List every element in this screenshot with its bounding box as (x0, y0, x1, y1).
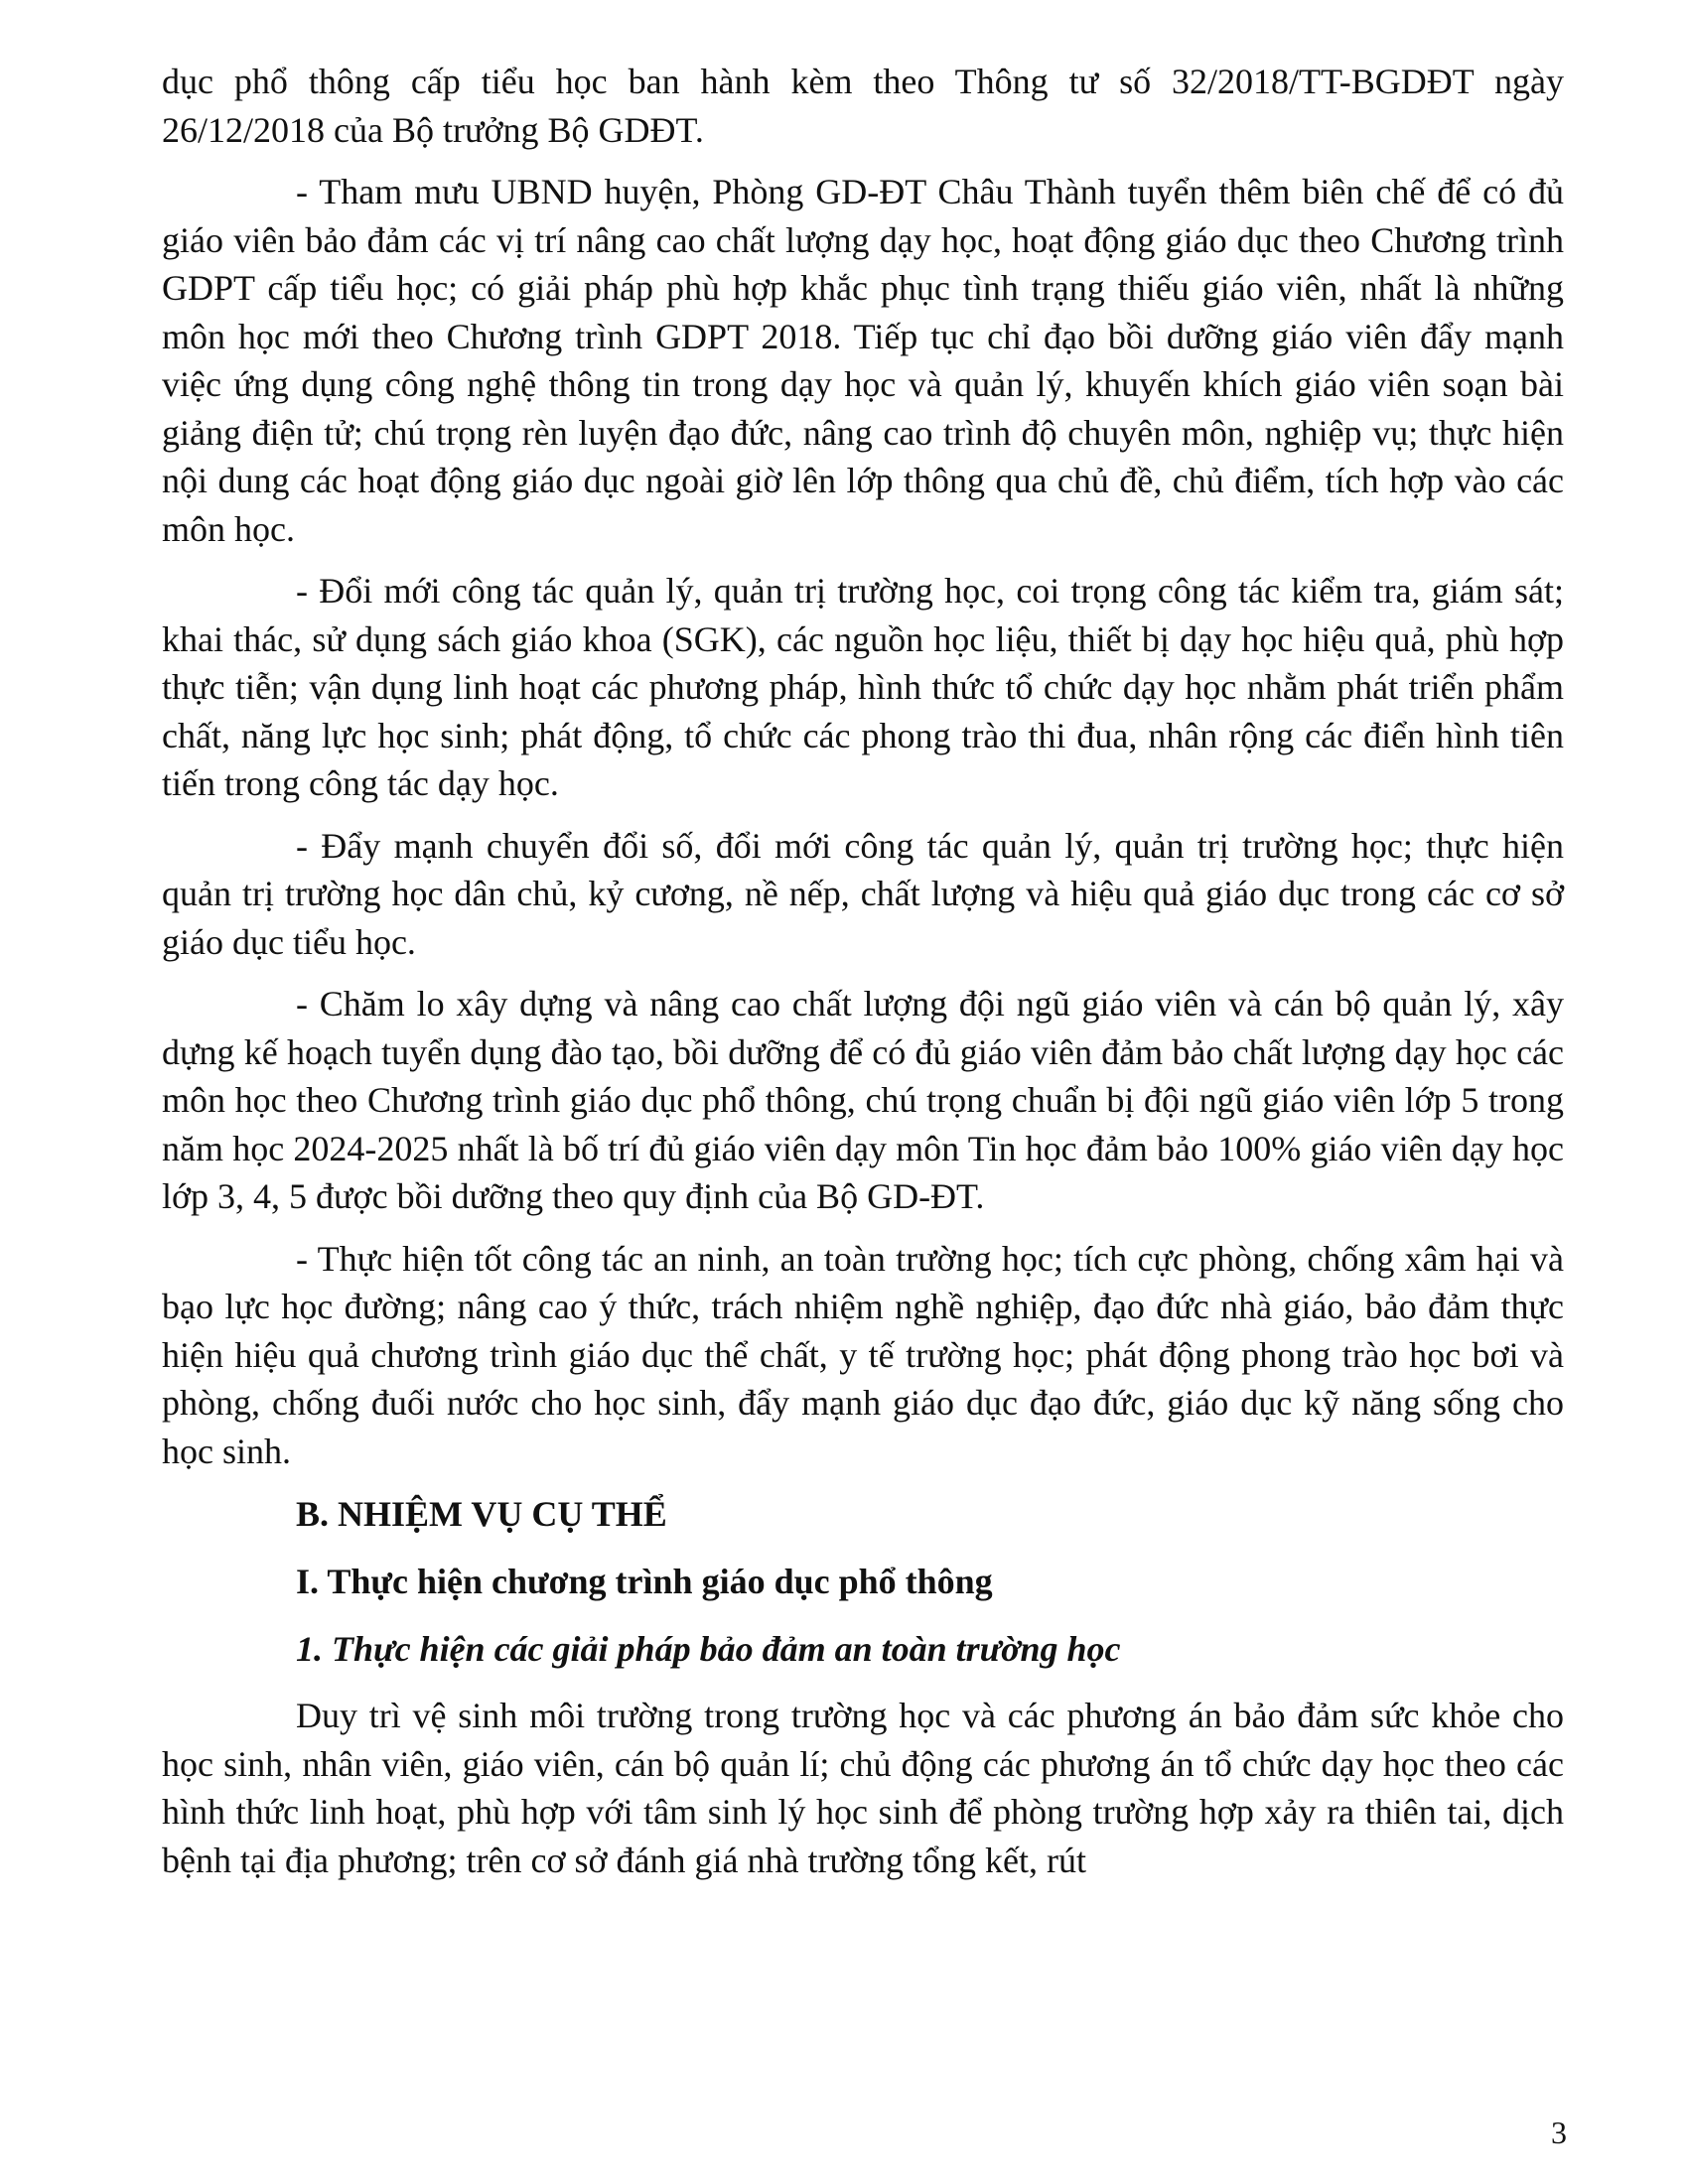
continuation-paragraph: dục phổ thông cấp tiểu học ban hành kèm theo Thông tư số 32/2018/TT-BGDĐT ngày 26/12/2018 của Bộ trưởng Bộ GDĐT. (162, 62, 1564, 150)
paragraph-digital-transformation: - Đẩy mạnh chuyển đổi số, đổi mới công tác quản lý, quản trị trường học; thực hiện quản trị trường học dân chủ, kỷ cương, nề nếp, chất lượng và hiệu quả giáo dục trong các cơ sở giáo dục tiểu học. (162, 825, 1564, 962)
paragraph-management: - Đổi mới công tác quản lý, quản trị trường học, coi trọng công tác kiểm tra, giám sát; khai thác, sử dụng sách giáo khoa (SGK), các nguồn học liệu, thiết bị dạy học hiệu quả, phù hợp thực tiễn; vận dụng linh hoạt các phương pháp, hình thức tổ chức dạy học nhằm phát triển phẩm chất, năng lực học sinh; phát động, tổ chức các phong trào thi đua, nhân rộng các điển hình tiên tiến trong công tác dạy học. (162, 571, 1564, 803)
subsubsection-heading: 1. Thực hiện các giải pháp bảo đảm an toàn trường học (296, 1629, 1121, 1669)
section-heading: B. NHIỆM VỤ CỤ THỂ (296, 1494, 667, 1534)
paragraph-staffing: - Tham mưu UBND huyện, Phòng GD-ĐT Châu Thành tuyển thêm biên chế để có đủ giáo viên bảo đảm các vị trí nâng cao chất lượng dạy học, hoạt động giáo dục theo Chương trình GDPT cấp tiểu học; có giải pháp phù hợp khắc phục tình trạng thiếu giáo viên, nhất là những môn học mới theo Chương trình GDPT 2018. Tiếp tục chỉ đạo bồi dưỡng giáo viên đẩy mạnh việc ứng dụng công nghệ thông tin trong dạy học và quản lý, khuyến khích giáo viên soạn bài giảng điện tử; chú trọng rèn luyện đạo đức, nâng cao trình độ chuyên môn, nghiệp vụ; thực hiện nội dung các hoạt động giáo dục ngoài giờ lên lớp thông qua chủ đề, chủ điểm, tích hợp vào các môn học. (162, 172, 1564, 549)
document-body (162, 58, 1564, 1898)
subsection-heading: I. Thực hiện chương trình giáo dục phổ thông (296, 1562, 993, 1601)
page-number: 3 (1551, 2115, 1567, 2150)
paragraph-school-safety: - Thực hiện tốt công tác an ninh, an toàn trường học; tích cực phòng, chống xâm hại và bạo lực học đường; nâng cao ý thức, trách nhiệm nghề nghiệp, đạo đức nhà giáo, bảo đảm thực hiện hiệu quả chương trình giáo dục thể chất, y tế trường học; phát động phong trào học bơi và phòng, chống đuối nước cho học sinh, đẩy mạnh giáo dục đạo đức, giáo dục kỹ năng sống cho học sinh. (162, 1238, 1564, 1471)
paragraph-hygiene: Duy trì vệ sinh môi trường trong trường học và các phương án bảo đảm sức khỏe cho học sinh, nhân viên, giáo viên, cán bộ quản lí; chủ động các phương án tổ chức dạy học theo các hình thức linh hoạt, phù hợp với tâm sinh lý học sinh để phòng trường hợp xảy ra thiên tai, dịch bệnh tại địa phương; trên cơ sở đánh giá nhà trường tổng kết, rút (162, 1696, 1564, 1880)
paragraph-teacher-quality: - Chăm lo xây dựng và nâng cao chất lượng đội ngũ giáo viên và cán bộ quản lý, xây dựng kế hoạch tuyển dụng đào tạo, bồi dưỡng để có đủ giáo viên đảm bảo chất lượng dạy học các môn học theo Chương trình giáo dục phổ thông, chú trọng chuẩn bị đội ngũ giáo viên lớp 5 trong năm học 2024-2025 nhất là bố trí đủ giáo viên dạy môn Tin học đảm bảo 100% giáo viên dạy học lớp 3, 4, 5 được bồi dưỡng theo quy định của Bộ GD-ĐT. (162, 984, 1564, 1216)
